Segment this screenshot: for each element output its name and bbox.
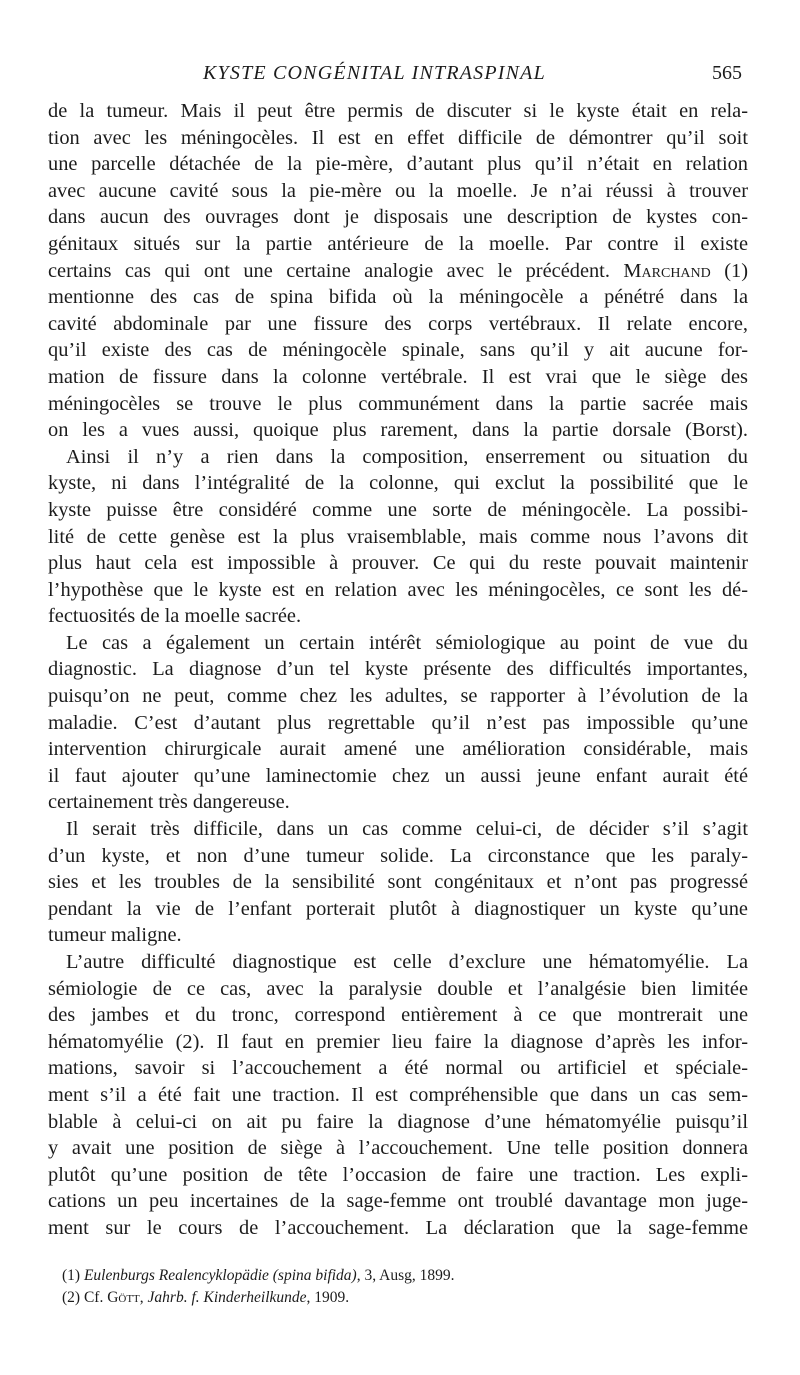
text-line: intervention chirurgicale aurait amené une amélioration considérable, mais: [48, 738, 748, 761]
paragraph-end-line: fectuosités de la moelle sacrée.: [48, 605, 302, 628]
text-line: qu’il existe des cas de méningocèle spinale, sans qu’il y ait aucune for-: [48, 339, 748, 362]
footnote-detail: , 1909.: [306, 1289, 350, 1306]
text-line: ment sur le cours de l’accouchement. La déclaration que la sage-femme: [48, 1216, 748, 1239]
footnote: [62, 1265, 742, 1287]
text-line: mations, savoir si l’accouchement a été normal ou artificiel et spéciale-: [48, 1057, 748, 1080]
footnote-separator: ,: [139, 1289, 148, 1306]
footnote-marker: (2): [62, 1289, 81, 1306]
text-line: cations un peu incertaines de la sage-femme ont troublé davantage mon juge-: [48, 1190, 748, 1213]
text-line: sémiologie de ce cas, avec la paralysie double et l’analgésie bien limitée: [48, 977, 748, 1000]
text-line: avec aucune cavité sous la pie-mère ou la moelle. Je n’ai réussi à trouver: [48, 179, 748, 202]
text-line: sies et les troubles de la sensibilité sont congénitaux et n’ont pas progressé: [48, 871, 748, 894]
page-number: 565: [712, 62, 742, 84]
text-line: tion avec les méningocèles. Il est en effet difficile de démontrer qu’il soit: [48, 126, 748, 149]
text-line: pendant la vie de l’enfant porterait plutôt à diagnostiquer un kyste qu’une: [48, 897, 748, 920]
text-line: méningocèles se trouve le plus communément dans la partie sacrée mais: [48, 392, 748, 415]
footnote-author: Gött: [107, 1289, 140, 1306]
footnote: [62, 1287, 742, 1309]
text-line: mation de fissure dans la colonne vertébrale. Il est vrai que le siège des: [48, 365, 748, 388]
text-line: une parcelle détachée de la pie-mère, d’autant plus qu’il n’était en relation: [48, 153, 748, 176]
text-line: kyste, ni dans l’intégralité de la colonne, qui exclut la possibilité que le: [48, 472, 748, 495]
paragraph-start-line: Le cas a également un certain intérêt sémiologique au point de vue du: [66, 631, 748, 654]
text-line: de la tumeur. Mais il peut être permis de discuter si le kyste était en rela-: [48, 100, 748, 122]
text-line: d’un kyste, et non d’une tumeur solide. La circonstance que les paraly-: [48, 844, 748, 867]
footnote-subject: (spina bifida): [272, 1267, 357, 1284]
text-line-with-citation: [48, 258, 748, 285]
page-header: [48, 62, 748, 90]
text-line: dans aucun des ouvrages dont je disposais une description de kystes con-: [48, 206, 748, 229]
paragraph-start-line: L’autre difficulté diagnostique est celle d’exclure une hématomyélie. La: [66, 951, 748, 973]
text-line: plutôt qu’une position de tête l’occasion de faire une traction. Les expli-: [48, 1163, 748, 1186]
text-line: plus haut cela est impossible à prouver. Ce qui du reste pouvait maintenir: [48, 552, 748, 575]
text-line: génitaux situés sur la partie antérieure de la moelle. Par contre il existe: [48, 232, 748, 255]
text-line: puisqu’on ne peut, comme chez les adultes, se rapporter à l’évolution de la: [48, 685, 748, 708]
text-line: lité de cette genèse est la plus vraisemblable, mais comme nous l’avons dit: [48, 525, 748, 548]
text-line: kyste puisse être considéré comme une sorte de méningocèle. La possibi-: [48, 498, 748, 521]
text-line: diagnostic. La diagnose d’un tel kyste présente des difficultés importantes,: [48, 658, 748, 681]
text-line: mentionne des cas de spina bifida où la méningocèle a pénétré dans la: [48, 286, 748, 309]
text-line: il faut ajouter qu’une laminectomie chez un aussi jeune enfant aurait été: [48, 764, 748, 787]
text-segment: certains cas qui ont une certaine analogie avec le précédent.: [48, 259, 610, 282]
footnote-marker: (1): [62, 1267, 81, 1284]
text-line: l’hypothèse que le kyste est en relation avec les méningocèles, ce sont les dé-: [48, 578, 748, 601]
footnote-detail: , 3, Ausg, 1899.: [356, 1267, 455, 1284]
paragraph-end-line: tumeur maligne.: [48, 924, 182, 947]
author-name: Marchand: [623, 259, 711, 282]
footnotes: [62, 1265, 742, 1309]
text-line: hématomyélie (2). Il faut en premier lieu faire la diagnose d’après les infor-: [48, 1030, 748, 1053]
text-line: maladie. C’est d’autant plus regrettable qu’il n’est pas impossible qu’une: [48, 711, 748, 734]
running-title: KYSTE CONGÉNITAL INTRASPINAL: [203, 62, 546, 84]
paragraph-start-line: Ainsi il n’y a rien dans la composition, enserrement ou situation du: [66, 445, 748, 468]
footnote-ref: (1): [724, 259, 748, 282]
text-line: on les a vues aussi, quoique plus rarement, dans la partie dorsale (Borst).: [48, 419, 748, 442]
footnote-work: Eulenburgs Realencyklopädie: [83, 1267, 269, 1284]
footnote-journal: Jahrb. f. Kinderheilkunde: [147, 1289, 307, 1306]
text-line: ment s’il a été fait une traction. Il est compréhensible que dans un cas sem-: [48, 1083, 748, 1106]
text-line: des jambes et du tronc, correspond entièrement à ce que montrerait une: [48, 1004, 748, 1027]
text-line: cavité abdominale par une fissure des corps vertébraux. Il relate encore,: [48, 312, 748, 335]
body-text: [48, 98, 748, 1242]
footnote-prefix: Cf.: [83, 1289, 108, 1306]
text-line: y avait une position de siège à l’accouchement. Une telle position donnera: [48, 1137, 748, 1160]
text-line: blable à celui-ci on ait pu faire la diagnose d’une hématomyélie puisqu’il: [48, 1110, 748, 1133]
paragraph-end-line: certainement très dangereuse.: [48, 791, 290, 814]
paragraph-start-line: Il serait très difficile, dans un cas comme celui-ci, de décider s’il s’agit: [66, 818, 748, 841]
